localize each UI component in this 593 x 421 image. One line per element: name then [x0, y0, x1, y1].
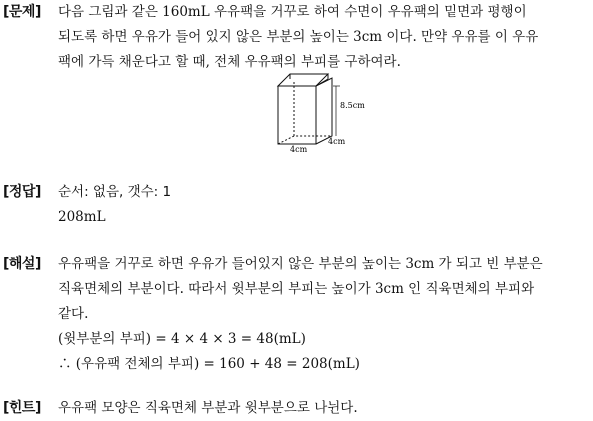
answer-text	[58, 180, 589, 230]
explanation-label: [해설]	[3, 256, 41, 272]
explanation-equation: (윗부분의 부피) = 4 × 4 × 3 = 48(mL)	[58, 331, 306, 347]
explanation-line: 직육면체의 부분이다. 따라서 윗부분의 부피는 높이가 3cm 인 직육면체의 부피와	[58, 281, 535, 297]
height-label: 8.5cm	[340, 101, 365, 110]
problem-text	[58, 0, 589, 75]
explanation-line: 우유팩을 거꾸로 하면 우유가 들어있지 않은 부분의 높이는 3cm 가 되고 빈 부분은	[58, 256, 543, 272]
explanation-text	[58, 252, 589, 377]
explanation-line: 같다.	[58, 306, 89, 322]
answer-value: 208mL	[58, 209, 106, 225]
problem-line: 되도록 하면 우유가 들어 있지 않은 부분의 높이는 3cm 이다. 만약 우유를 이 우유	[58, 29, 539, 45]
width-label: 4cm	[290, 145, 308, 152]
milk-carton-figure	[270, 72, 380, 152]
problem-line: 다음 그림과 같은 160mL 우유팩을 거꾸로 하여 수면이 우유팩의 밑면과 평행이	[58, 4, 527, 20]
milk-carton-drawing	[270, 72, 380, 152]
answer-label: [정답]	[3, 184, 41, 200]
depth-label: 4cm	[328, 137, 346, 146]
hint-label: [힌트]	[3, 400, 41, 416]
problem-label: [문제]	[3, 4, 41, 20]
hint-text	[58, 396, 589, 421]
explanation-equation: ∴ (우유팩 전체의 부피) = 160 + 48 = 208(mL)	[58, 356, 360, 372]
problem-line: 팩에 가득 채운다고 할 때, 전체 우유팩의 부피를 구하여라.	[58, 54, 401, 70]
answer-order-count: 순서: 없음, 갯수: 1	[58, 184, 172, 200]
hint-line: 우유팩 모양은 직육면체 부분과 윗부분으로 나뉜다.	[58, 400, 358, 416]
